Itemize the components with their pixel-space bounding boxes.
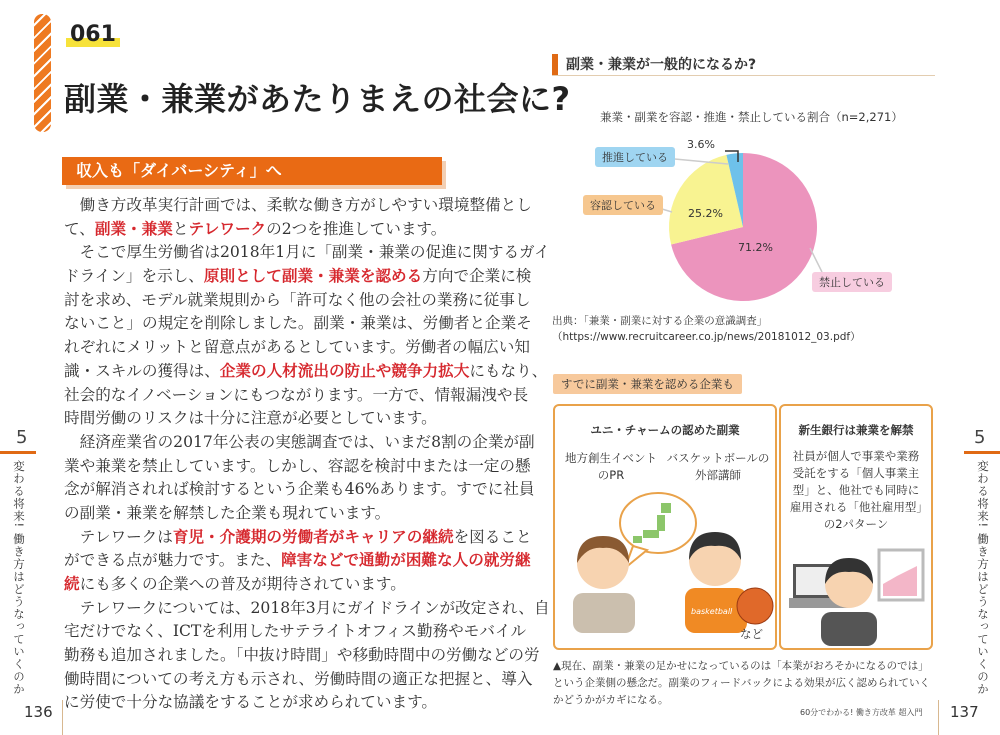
highlight-text: 企業の人材流出の防止や競争力拡大	[219, 361, 470, 380]
body-line	[64, 336, 530, 360]
chapter-number-right: 5	[974, 427, 986, 448]
body-line	[64, 502, 452, 526]
body-line	[64, 597, 550, 621]
body-text-segment: 方向で企業に検	[422, 267, 532, 286]
data-label-allowed: 25.2%	[688, 207, 723, 220]
body-line	[64, 478, 535, 502]
body-text-segment: テレワークは	[64, 527, 173, 546]
body-line	[64, 526, 532, 550]
chapter-title-vertical: 変わる将来! 働き方はどうなっていくのか	[12, 460, 26, 696]
body-text-segment: の副業・兼業を解禁した企業も現れています。	[64, 503, 391, 522]
people-illustration	[563, 488, 773, 628]
body-line	[64, 241, 550, 265]
body-text-segment: 念が解消されれば検討するという企業も46%あります。すでに社員	[64, 480, 535, 499]
book-title-footer: 60分でわかる! 働き方改革 超入門	[800, 708, 923, 717]
data-label-promoted: 3.6%	[687, 138, 715, 151]
highlight-text: テレワーク	[188, 219, 267, 238]
highlight-text: 育児・介護期の労働者がキャリアの継続	[172, 527, 454, 546]
body-text-segment: と	[172, 219, 189, 238]
highlight-text: 原則として副業・兼業を認める	[203, 267, 423, 286]
body-line	[64, 691, 452, 715]
body-text-segment: の2つを推進しています。	[266, 219, 447, 238]
section-number: 061	[66, 22, 120, 47]
body-text	[64, 194, 550, 715]
chapter-tab-line-right	[964, 451, 1000, 454]
legend-allowed: 容認している	[583, 195, 663, 215]
highlight-text: 続	[64, 575, 80, 593]
body-line	[64, 265, 532, 289]
unicharm-box	[553, 404, 777, 650]
body-line	[64, 312, 532, 336]
footer-divider	[62, 700, 63, 735]
body-text-segment: れぞれにメリットと留意点があるとしています。労働者の幅広い知	[64, 338, 530, 357]
body-line	[64, 360, 548, 384]
body-text-segment: 勤務も追加されました。「中抜け時間」や移動時間中の労働などの労	[64, 646, 540, 665]
shirt-text: basketball	[691, 607, 733, 616]
body-text-segment: 時間労働のリスクは十分に注意が必要としています。	[64, 409, 437, 428]
body-line	[64, 668, 533, 692]
body-line	[64, 194, 532, 218]
body-line	[64, 289, 531, 313]
body-line	[64, 407, 452, 431]
body-text-segment: て、	[64, 219, 95, 238]
chapter-tab-line	[0, 451, 36, 454]
legend-prohibited: 禁止している	[812, 272, 892, 292]
data-label-prohibited: 71.2%	[738, 241, 773, 254]
leader-prohibited	[810, 248, 822, 272]
body-text-segment: に労使で十分な協議をすることが求められています。	[64, 693, 438, 712]
body-text-segment: 宅だけでなく、ICTを利用したサテライトオフィス勤務やモバイル	[64, 622, 527, 641]
shinsei-title: 新生銀行は兼業を解禁	[798, 423, 914, 437]
body-text-segment: 識・スキルの獲得は、	[64, 361, 220, 380]
unicharm-title: ユニ・チャームの認めた副業	[590, 423, 740, 437]
subsection-label: すでに副業・兼業を認める企業も	[553, 374, 742, 394]
body-text-segment: そこで厚生労働省は2018年1月に「副業・兼業の促進に関するガイ	[64, 243, 550, 262]
body-line	[64, 455, 531, 479]
body-text-segment: ないこと」の規定を削除しました。副業・兼業は、労働者と企業そ	[64, 314, 532, 333]
body-text-segment: ドライン」を示し、	[64, 267, 204, 286]
body-text-segment: 働き方改革実行計画では、柔軟な働き方がしやすい環境整備とし	[64, 196, 532, 214]
page-number: 136	[24, 703, 53, 721]
heading-rule	[552, 75, 935, 76]
item-basketball-coach: バスケットボールの外部講師	[666, 451, 770, 482]
chapter-title-vertical-right: 変わる将来! 働き方はどうなっていくのか	[976, 460, 990, 696]
etc-label: など	[740, 627, 763, 641]
body-line	[64, 431, 535, 455]
decorative-stripe	[34, 14, 51, 132]
body-text-segment: 社会的なイノベーションにもつながります。一方で、情報漏洩や長	[64, 385, 529, 404]
body-line	[64, 573, 452, 597]
body-line	[64, 384, 529, 408]
source-citation: 出典：「兼業・副業に対する企業の意識調査」（https://www.recruitcareer.co.jp/news/20181012_03.pdf）	[552, 315, 861, 343]
shinsei-box	[779, 404, 933, 650]
page-number-right: 137	[950, 703, 979, 721]
section-heading: 収入も「ダイバーシティ」へ	[62, 157, 442, 185]
page-title: 副業・兼業があたりまえの社会に?	[64, 80, 571, 118]
body-text-segment: 経済産業省の2017年公表の実態調査では、いまだ8割の企業が副	[64, 432, 535, 451]
body-line	[64, 549, 531, 573]
item-regional-pr: 地方創生イベントのPR	[565, 451, 657, 482]
highlight-text: 障害などで通勤が困難な人の就労継	[281, 551, 531, 570]
footer-divider-right	[938, 700, 939, 735]
legend-promoted: 推進している	[595, 147, 675, 167]
body-text-segment: 働時間についての考え方も示され、労働時間の適正な把握と、導入	[64, 669, 533, 688]
chart-title: 兼業・副業を容認・推進・禁止している割合（n=2,271）	[600, 110, 903, 124]
figure-heading: 副業・兼業が一般的になるか?	[552, 54, 756, 76]
body-text-segment: テレワークについては、2018年3月にガイドラインが改定され、自	[64, 598, 550, 617]
shinsei-description: 社員が個人で事業や業務受託をする「個人事業主型」と、他社でも同時に雇用される「他社雇用型」の2パターン	[789, 449, 923, 531]
body-text-segment: を図ること	[453, 527, 532, 546]
body-text-segment: にも多くの企業への普及が期待されています。	[79, 575, 406, 593]
body-text-segment: 討を求め、モデル就業規則から「許可なく他の会社の業務に従事し	[64, 290, 531, 309]
businessman-illustration	[787, 544, 927, 644]
body-text-segment: にもなり、	[469, 361, 548, 380]
body-text-segment: 業や兼業を禁止しています。しかし、容認を検討中または一定の懸	[64, 456, 531, 475]
body-text-segment: ができる点が魅力です。また、	[64, 551, 282, 570]
body-line	[64, 644, 540, 668]
body-line	[64, 218, 452, 242]
figure-caption: ▲現在、副業・兼業の足かせになっているのは「本業がおろそかになるのでは」という企業側の懸念だ。副業のフィードバックによる効果が広く認められていくかどうかがカギになる。	[553, 660, 930, 706]
body-line	[64, 620, 527, 644]
highlight-text: 副業・兼業	[94, 219, 173, 238]
chapter-number: 5	[16, 427, 28, 448]
